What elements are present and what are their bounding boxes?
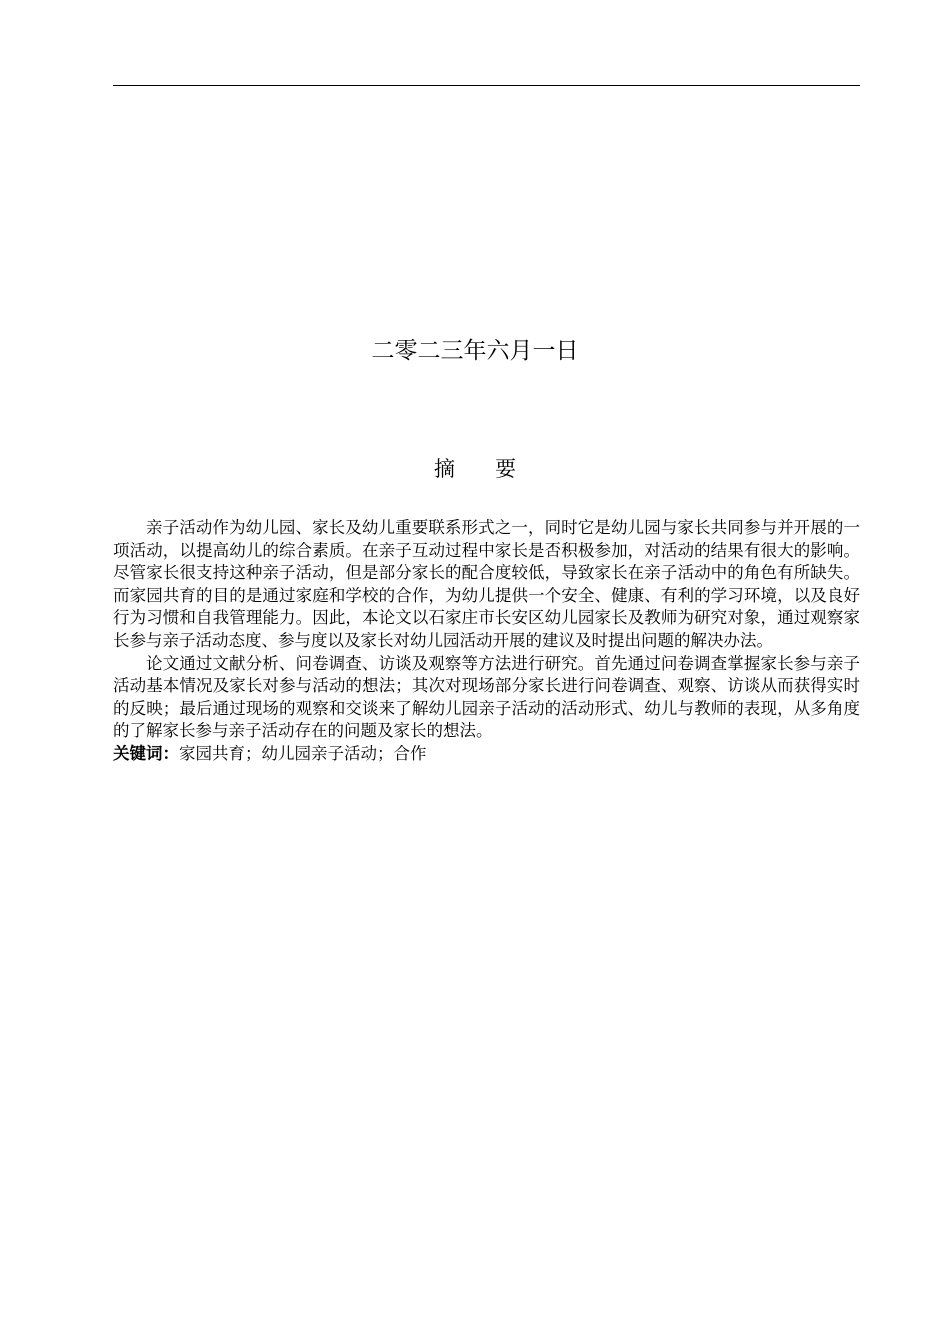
keywords-label: 关键词： bbox=[113, 743, 179, 763]
abstract-title: 摘要 bbox=[434, 457, 556, 481]
abstract-paragraph-2: 论文通过文献分析、问卷调查、访谈及观察等方法进行研究。首先通过问卷调查掌握家长参与亲子活动基本情况及家长对参与活动的想法；其次对现场部分家长进行问卷调查、观察、访谈从而获得实时的反映；最后通过现场的观察和交谈来了解幼儿园亲子活动的活动形式、幼儿与教师的表现，从多角度的了解家长参与亲子活动存在的问题及家长的想法。 bbox=[113, 653, 860, 741]
keywords-line bbox=[113, 743, 860, 766]
keywords-text: 家园共育；幼儿园亲子活动；合作 bbox=[179, 743, 427, 763]
header-rule bbox=[113, 85, 860, 86]
abstract-body bbox=[113, 517, 860, 766]
date-line: 二零二三年六月一日 bbox=[371, 338, 579, 364]
abstract-paragraph-1: 亲子活动作为幼儿园、家长及幼儿重要联系形式之一，同时它是幼儿园与家长共同参与并开展的一项活动，以提高幼儿的综合素质。在亲子互动过程中家长是否积极参加，对活动的结果有很大的影响。尽管家长很支持这种亲子活动，但是部分家长的配合度较低，导致家长在亲子活动中的角色有所缺失。而家园共育的目的是通过家庭和学校的合作，为幼儿提供一个安全、健康、有利的学习环境，以及良好行为习惯和自我管理能力。因此，本论文以石家庄市长安区幼儿园家长及教师为研究对象，通过观察家长参与亲子活动态度、参与度以及家长对幼儿园活动开展的建议及时提出问题的解决办法。 bbox=[113, 518, 860, 650]
